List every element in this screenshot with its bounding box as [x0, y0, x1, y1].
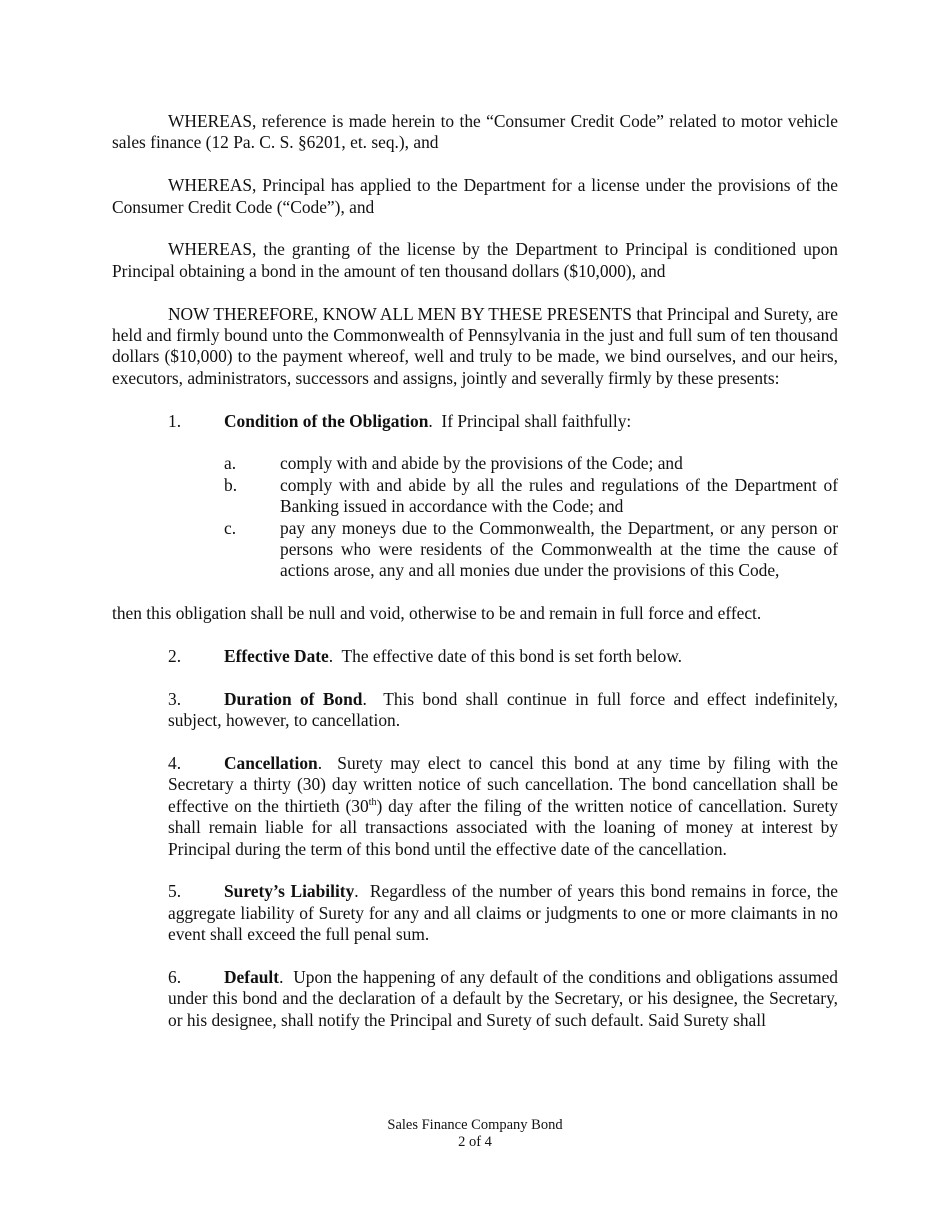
whereas-paragraph-3: WHEREAS, the granting of the license by the Department to Principal is conditioned upon Principal obtaining a bond in the amount of ten thousand dollars ($10,000), and	[112, 239, 838, 281]
list-item	[112, 518, 838, 582]
page-number: 2 of 4	[458, 1134, 492, 1150]
section-5: 5. Surety’s Liability. Regardless of the number of years this bond remains in force, the aggregate liability of Surety for any and all claims or judgments to one or more claimants in no event shall exceed the full penal sum.	[168, 881, 838, 945]
section-number: 5.	[168, 881, 182, 902]
section-number: 2.	[168, 646, 182, 667]
section-4: 4. Cancellation. Surety may elect to cancel this bond at any time by filing with the Secretary a thirty (30) day written notice of such cancellation. The bond cancellation shall be effective on the thirtieth (30th) day after the filing of the written notice of cancellation. Surety shall remain liable for all transactions associated with the loaning of money at interest by Principal during the term of this bond until the effective date of the cancellation.	[168, 753, 839, 859]
section-1-closing: then this obligation shall be null and void, otherwise to be and remain in full force and effect.	[112, 603, 762, 624]
section-text: This bond shall continue in full force and effect indefinitely, subject, however, to cancellation.	[168, 688, 838, 731]
list-text: pay any moneys due to the Commonwealth, the Department, or any person or persons who were residents of the Commonwealth at the time the cause of actions arose, any and all monies due under the provisions of this Code,	[280, 517, 838, 581]
list-item	[112, 453, 838, 474]
list-item	[112, 475, 838, 518]
section-text: Regardless of the number of years this bond remains in force, the aggregate liability of Surety for any and all claims or judgments to one or more claimants in no event shall exceed the full penal sum.	[168, 881, 838, 945]
section-text: The effective date of this bond is set forth below.	[341, 646, 682, 667]
document-body	[112, 111, 838, 1053]
section-text: If Principal shall faithfully:	[441, 410, 632, 431]
section-3: 3. Duration of Bond. This bond shall continue in full force and effect indefinitely, subject, however, to cancellation.	[168, 688, 838, 731]
section-heading: Cancellation	[224, 753, 318, 774]
whereas-paragraph-1: WHEREAS, reference is made herein to the “Consumer Credit Code” related to motor vehicle sales finance (12 Pa. C. S. §6201, et. seq.), and	[112, 111, 838, 153]
list-letter: b.	[224, 474, 238, 495]
list-letter: a.	[224, 453, 237, 474]
ordinal-suffix: th	[368, 797, 377, 809]
section-number: 3.	[168, 688, 182, 709]
list-letter: c.	[224, 517, 237, 538]
list-text: comply with and abide by the provisions of the Code; and	[280, 453, 683, 474]
section-heading: Duration of Bond	[224, 688, 363, 709]
condition-list	[112, 453, 838, 581]
now-therefore-paragraph: NOW THEREFORE, KNOW ALL MEN BY THESE PRESENTS that Principal and Surety, are held and firmly bound unto the Commonwealth of Pennsylvania in the just and full sum of ten thousand dollars ($10,000) to the payment whereof, well and truly to be made, we bind ourselves, and our heirs, executors, administrators, successors and assigns, jointly and severally firmly by these presents:	[112, 303, 838, 388]
section-number: 4.	[168, 753, 182, 774]
section-number: 6.	[168, 967, 182, 988]
section-heading: Surety’s Liability	[224, 881, 355, 902]
section-text: Surety may elect to cancel this bond at any time by filing with the Secretary a thirty (30) day written notice of such cancellation. The bond cancellation shall be effective on the thirtieth (30	[168, 753, 839, 816]
section-heading: Effective Date	[224, 646, 329, 667]
section-heading: Condition of the Obligation	[224, 410, 429, 431]
section-2: 2. Effective Date. The effective date of this bond is set forth below.	[168, 646, 682, 667]
section-heading: Default	[224, 967, 280, 988]
section-1: 1. Condition of the Obligation. If Principal shall faithfully:	[168, 410, 632, 431]
page-footer	[0, 1117, 950, 1151]
footer-title: Sales Finance Company Bond	[387, 1117, 563, 1133]
list-text: comply with and abide by all the rules and regulations of the Department of Banking issued in accordance with the Code; and	[280, 474, 838, 517]
section-6: 6. Default. Upon the happening of any default of the conditions and obligations assumed under this bond and the declaration of a default by the Secretary, or his designee, the Secretary, or his designee, shall notify the Principal and Surety of such default. Said Surety shall	[168, 967, 839, 1030]
section-text: Upon the happening of any default of the conditions and obligations assumed under this bond and the declaration of a default by the Secretary, or his designee, the Secretary, or his designee, shall notify the Principal and Surety of such default. Said Surety shall	[168, 967, 839, 1030]
whereas-paragraph-2: WHEREAS, Principal has applied to the Department for a license under the provisions of the Consumer Credit Code (“Code”), and	[112, 175, 838, 217]
section-text-continued: ) day after the filing of the written notice of cancellation. Surety shall remain liable for all transactions associated with the loaning of money at interest by Principal during the term of this bond until the effective date of the cancellation.	[168, 795, 838, 859]
section-number: 1.	[168, 410, 182, 431]
